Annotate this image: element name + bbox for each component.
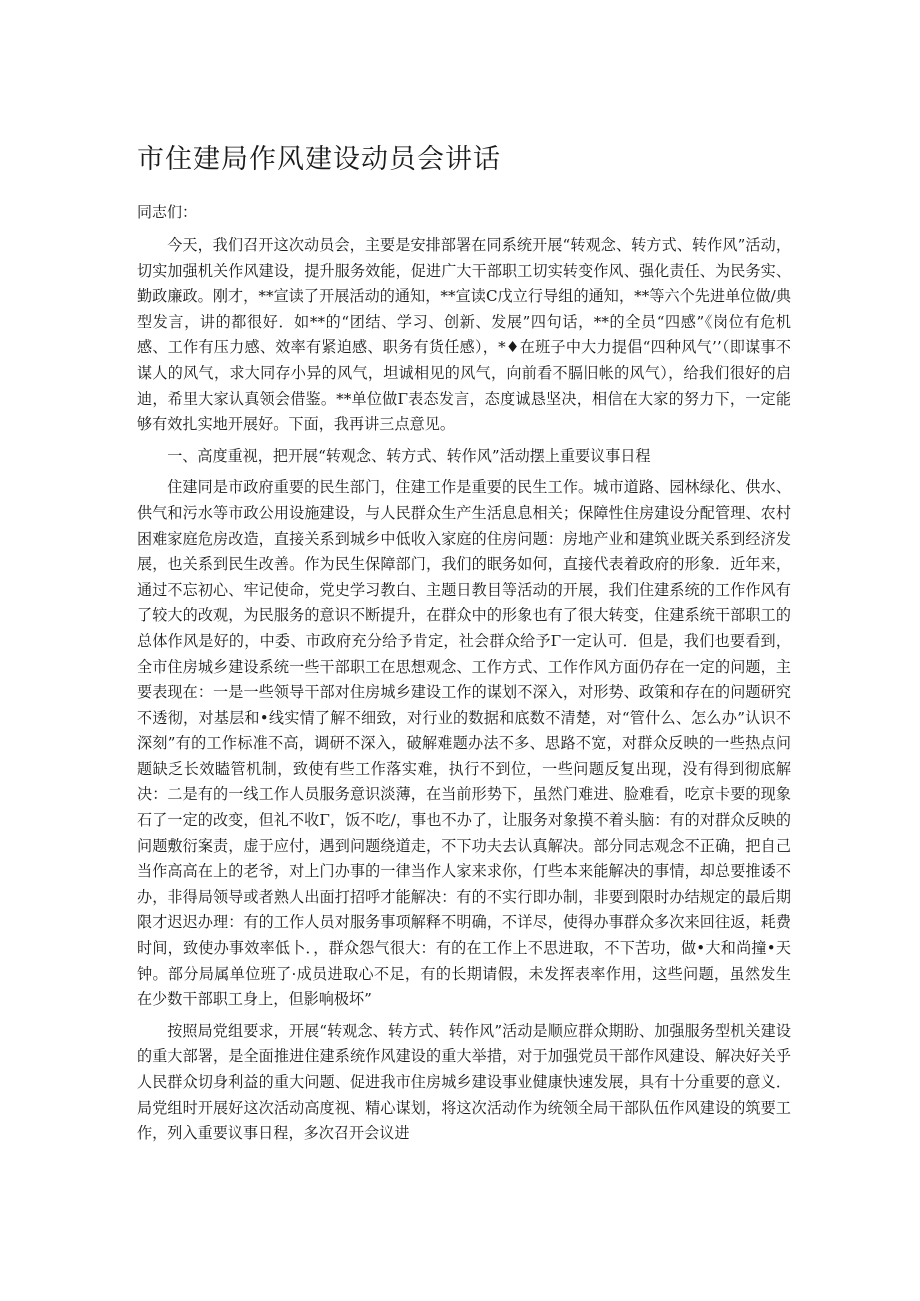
document-body	[137, 233, 791, 1153]
salutation: 同志们：	[137, 203, 198, 221]
paragraph-opening: 今天，我们召开这次动员会，主要是安排部署在同系统开展“转观念、转方式、转作风”活动，切实加强机关作风建设，提升服务效能，促进广大干部职工切实转变作风、强化责任、为民务实、勤政廉政。刚才，**宣读了开展活动的通知，**宣读C戊立行导组的通知，**等六个先进单位做/典型发言，讲的都很好．如**的“团结、学习、创新、发展”四句话，**的全员“四感”《岗位有危机感、工作有压力感、效率有紧迫感、职务有货任感），*♦在班子中大力提倡“四种风气’’（即谋事不谋人的风气，求大同存小异的风气，坦诚相见的风气，向前看不膈旧帐的风气），给我们很好的启迪，希里大家认真领会借鉴。**单位做Γ表态发言，态度诚恳坚决，相信在大家的努力下，一定能够有效扎实地开展好。下面，我再讲三点意见。	[137, 236, 791, 434]
page-title: 市住建局作风建设动员会讲话	[137, 144, 501, 175]
section-heading-1: 一、高度重视，把开展“转观念、转方式、转作风”活动摆上重要议事日程	[167, 446, 651, 465]
paragraph-section-1-continuation: 按照局党组要求，开展“转观念、转方式、转作风”活动是顺应群众期盼、加强服务型机关建设的重大部署，是全面推进住建系统作风建设的重大举措，对于加强党员干部作风建设、解决好关乎人民群众切身利益的重大问题、促进我市住房城乡建设事业健康快速发展，具有十分重要的意义．局党组时开展好这次活动高度视、精心谋划，将这次活动作为统领全局干部队伍作风建设的筑要工作，列入重要议事日程，多次召开会议进	[137, 1021, 791, 1143]
paragraph-section-1-body: 住建同是市政府重要的民生部门，住建工作是重要的民生工作。城市道路、园林绿化、供水、供气和污水等市政公用设施建设，与人民群众生产生活息息相关；保障性住房建设分配管理、农村困难家庭危房改造，直接关系到城乡中低收入家庭的住房问题：房地产业和建筑业既关系到经济发展，也关系到民生改善。作为民生保障部门，我们的眠务如何，直接代表着政府的形象．近年来，通过不忘初心、牢记使命，党史学习教白、主题日教目等活动的开展，我们住建系统的工作作风有了较大的改观，为民服务的意识不断提升，在群众中的形象也有了很大转变，住建系统干部职工的总体作风是好的，中委、市政府充分给予肯定，社会群众给予Γ一定认可．但是，我们也要看到，全市住房城乡建设系统一些干部职工在思想观念、工作方式、工作作风方面仍存在一定的问题，主要表现在：一是一些领导干部对住房城乡建设工作的谋划不深入，对形势、政策和存在的问题研究不透彻，对基层和•线实情了解不细致，对行业的数据和底数不清楚，对“管什么、怎么办”认识不深刻”有的工作标准不高，调研不深入，破解难题办法不多、思路不宽，对群众反映的一些热点问题缺乏长效瞌管机制，致使有些工作落实难，执行不到位，一些问题反复出现，没有得到彻底解决：二是有的一线工作人员服务意识淡薄，在当前形势下，虽然门难进、脸难看，吃京卡要的现象石了一定的改变，但礼不收Γ，饭不吃/，事也不办了，让服务对象摸不着头脑：有的对群众反映的问题敷衍案责，虚于应付，遇到问题绕道走，不下功夫去认真解决。部分同志观念不正确，把自己当作高高在上的老爷，对上门办事的一律当作人家来求你，仃些本来能解决的事情，却总要推诿不办，非得局领导或者熟人出面打招呼才能解决：有的不实行即办制，非要到限时办结规定的最后期限才迟迟办理：有的工作人员对服务事项解释不明确，不详尽，使得办事群众多次来回往返，耗费时间，致使办事效率低卜．，群众怨气很大：有的在工作上不思进取，不下苦功，做•大和尚撞•天钟。部分局属单位班了·成员进取心不足，有的长期请假，未发挥表率作用，这些问题，虽然发生在少数干部职工身上，但影响极坏”	[137, 478, 791, 1009]
